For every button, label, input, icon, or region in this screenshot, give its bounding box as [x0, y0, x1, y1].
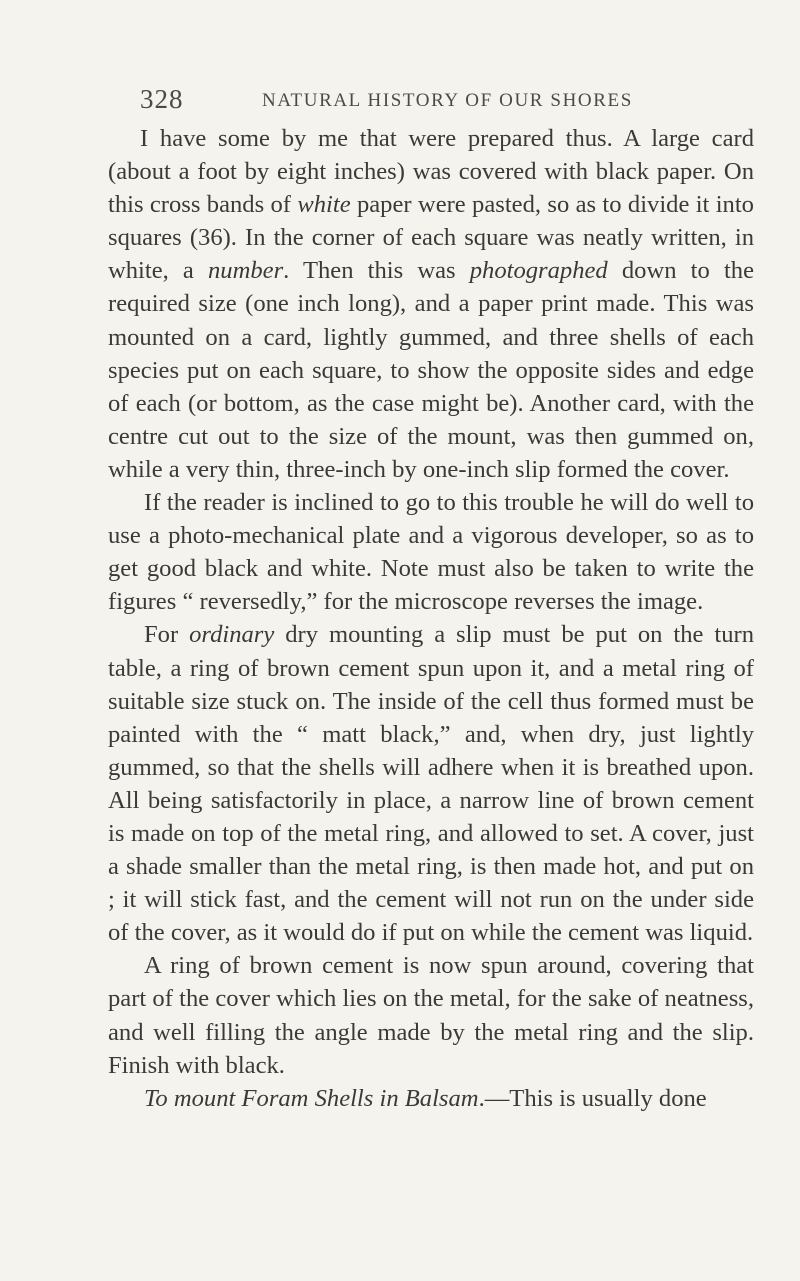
- paragraph: [108, 618, 754, 949]
- text-run: If the reader is inclined to go to this trouble he will do well to use a photo-mechanical plate and a vigorous developer, so as to get good black and white. Note must also be taken to write the figures “ reversedly,” for the microscope reverses the image.: [108, 489, 754, 616]
- paragraph: [108, 122, 754, 486]
- book-page: [108, 84, 754, 1115]
- paragraph: [108, 949, 754, 1081]
- page-header: [108, 84, 754, 118]
- italic-text-run: To mount Foram Shells in Balsam: [144, 1084, 479, 1112]
- paragraph: [108, 1082, 754, 1115]
- italic-text-run: number: [208, 257, 284, 285]
- page-number: 328: [140, 84, 184, 114]
- text-run: For: [144, 621, 190, 649]
- body-text: [108, 122, 754, 1115]
- running-head: NATURAL HISTORY OF OUR SHORES: [262, 90, 633, 111]
- text-run: down to the required size (one inch long), and a paper print made. This was mounted on a card, lightly gummed, and three shells of each species put on each square, to show the opposite sides and edge of each (or bottom, as the case might be). Another card, with the centre cut out to the size of the mount, was then gummed on, while a very thin, three-inch by one-inch slip formed the cover.: [108, 257, 754, 483]
- italic-text-run: ordinary: [189, 621, 275, 649]
- text-run: .—This is usually done: [478, 1084, 707, 1112]
- text-run: dry mounting a slip must be put on the turn table, a ring of brown cement spun upon it, and a metal ring of suitable size stuck on. The inside of the cell thus formed must be painted with the “ matt black,” and, when dry, just lightly gummed, so that the shells will adhere when it is breathed upon. All being satisfactorily in place, a narrow line of brown cement is made on top of the metal ring, and allowed to set. A cover, just a shade smaller than the metal ring, is then made hot, and put on ; it will stick fast, and the cement will not run on the under side of the cover, as it would do if put on while the cement was liquid.: [108, 621, 754, 947]
- paragraph: [108, 486, 754, 618]
- text-run: . Then this was: [283, 257, 470, 285]
- italic-text-run: white: [297, 191, 351, 219]
- text-run: I have some by me that were prepared thus. A large card (about a foot by eight inches) was covered with black paper. On this cross bands of: [108, 125, 754, 219]
- text-run: paper were pasted, so as to divide it into squares (36). In the corner of each square was neatly written, in white, a: [108, 191, 754, 285]
- italic-text-run: photographed: [469, 257, 608, 285]
- text-run: A ring of brown cement is now spun around, covering that part of the cover which lies on the metal, for the sake of neatness, and well filling the angle made by the metal ring and the slip. Finish with black.: [108, 952, 754, 1079]
